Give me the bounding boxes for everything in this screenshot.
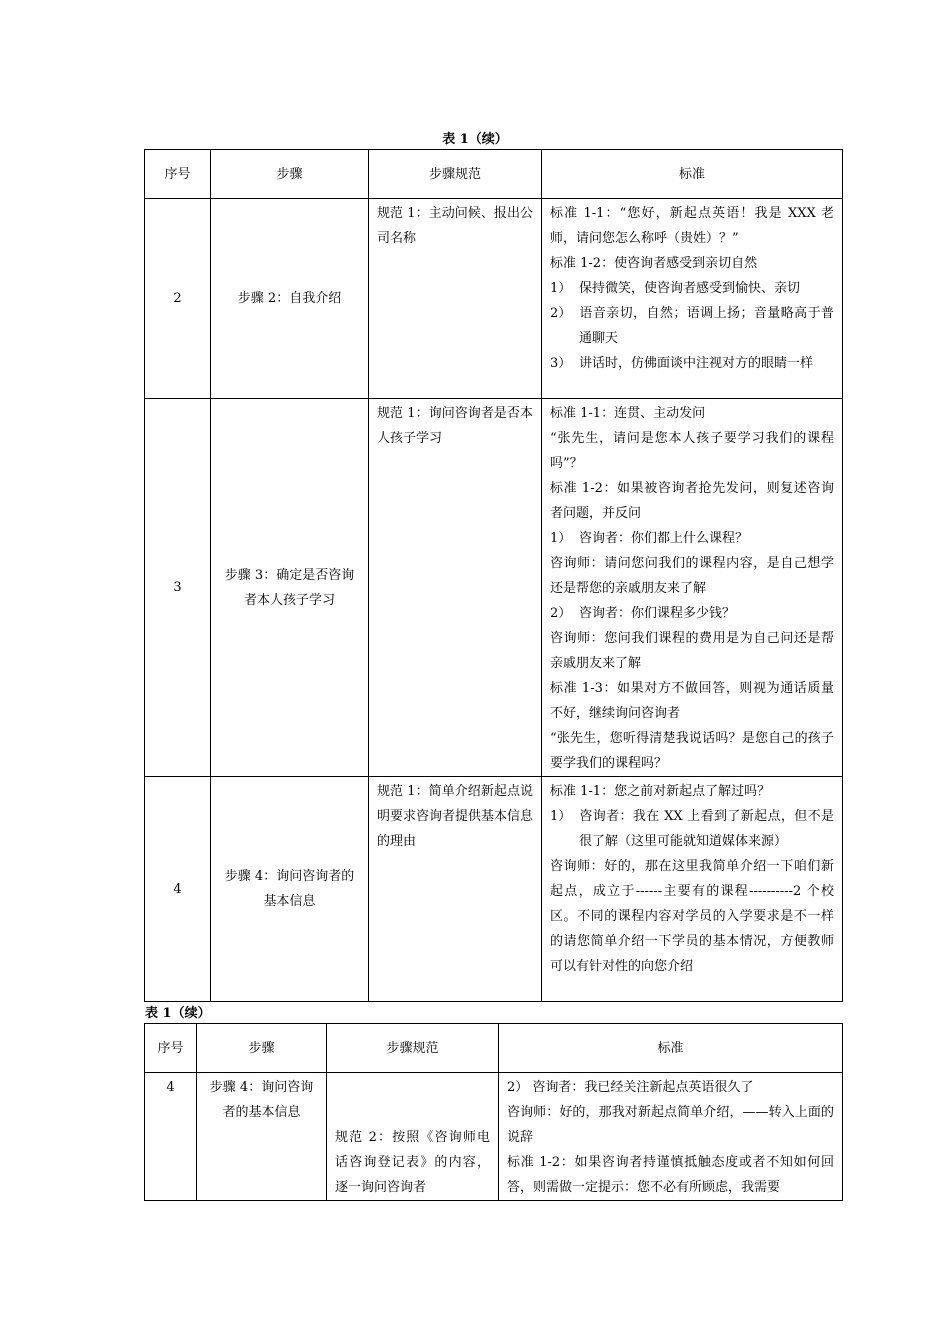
- standard-line: 咨询师：好的，那我对新起点简单介绍，——转入上面的说辞: [507, 1105, 834, 1145]
- table-row: [145, 399, 843, 777]
- header-no: 序号: [145, 150, 211, 199]
- cell-spec-text: 规范 2：按照《咨询师电话咨询登记表》的内容，逐一询问咨询者: [335, 1130, 490, 1195]
- table1: [144, 149, 843, 1002]
- cell-no: 3: [145, 399, 211, 777]
- standard-line: 标准 1-2：如果咨询者持谨慎抵触态度或者不知如何回答，则需做一定提示：您不必有所顾虑，我需要: [507, 1155, 834, 1195]
- list-number: 2）: [550, 606, 572, 621]
- header-spec: 步骤规范: [369, 150, 542, 199]
- cell-spec: 规范 1：简单介绍新起点说明要求咨询者提供基本信息的理由: [369, 777, 542, 1002]
- cell-step: 步骤 3：确定是否咨询者本人孩子学习: [211, 399, 369, 777]
- cell-step: 步骤 4：询问咨询者的基本信息: [197, 1073, 327, 1201]
- cell-no: 2: [145, 199, 211, 399]
- standard-line: [550, 526, 834, 551]
- standard-line: 标准 1-3：如果对方不做回答，则视为通话质量不好，继续询问咨询者: [550, 681, 834, 721]
- standard-line: 标准 1-1：您之前对新起点了解过吗？: [550, 784, 771, 799]
- table-row: [145, 777, 843, 1002]
- list-text: 语音亲切，自然；语调上扬；音量略高于普通聊天: [579, 306, 834, 346]
- list-text: 保持微笑，使咨询者感受到愉快、亲切: [579, 281, 801, 296]
- cell-spec: [327, 1073, 499, 1201]
- header-standard: 标准: [542, 150, 843, 199]
- table-row: [145, 1073, 843, 1201]
- header-standard: 标准: [499, 1024, 843, 1073]
- cell-step: 步骤 4：询问咨询者的基本信息: [211, 777, 369, 1002]
- standard-line: 咨询师：您问我们课程的费用是为自己问还是帮亲戚朋友来了解: [550, 631, 834, 671]
- table2-header-row: [145, 1024, 843, 1073]
- list-number: 1）: [550, 531, 572, 546]
- table1-caption: 表 1（续）: [442, 132, 508, 147]
- cell-standard: [542, 399, 843, 777]
- cell-no: 4: [145, 777, 211, 1002]
- list-text: 咨询者：我在 XX 上看到了新起点，但不是很了解（这里可能就知道媒体来源）: [579, 809, 834, 849]
- table2: [144, 1023, 843, 1201]
- list-number: 3）: [550, 356, 572, 371]
- table2-caption: 表 1（续）: [145, 1006, 211, 1021]
- standard-line: “张先生，您听得清楚我说话吗？是您自己的孩子要学我们的课程吗？: [550, 731, 834, 771]
- header-step: 步骤: [197, 1024, 327, 1073]
- header-step: 步骤: [211, 150, 369, 199]
- standard-line: [550, 276, 834, 301]
- list-text: 讲话时，仿佛面谈中注视对方的眼睛一样: [579, 356, 814, 371]
- table-row: [145, 199, 843, 399]
- standard-line: 咨询师：请问您问我们的课程内容，是自己想学还是帮您的亲戚朋友来了解: [550, 556, 834, 596]
- standard-line: [550, 301, 834, 351]
- list-text: 咨询者：你们课程多少钱？: [579, 606, 736, 621]
- cell-standard: [499, 1073, 843, 1201]
- cell-standard: [542, 777, 843, 1002]
- table1-header-row: [145, 150, 843, 199]
- cell-spec: 规范 1：询问咨询者是否本人孩子学习: [369, 399, 542, 777]
- standard-line: “张先生，请问是您本人孩子要学习我们的课程吗”？: [550, 431, 834, 471]
- header-spec: 步骤规范: [327, 1024, 499, 1073]
- header-no: 序号: [145, 1024, 197, 1073]
- standard-line: 标准 1-2：使咨询者感受到亲切自然: [550, 256, 758, 271]
- standard-line: [550, 351, 834, 376]
- list-text: 咨询者：你们都上什么课程？: [579, 531, 749, 546]
- cell-no: 4: [145, 1073, 197, 1201]
- standard-line: 咨询师：好的，那在这里我简单介绍一下咱们新起点，成立于------主要有的课程----------2 个校区。不同的课程内容对学员的入学要求是不一样的请您简单介绍一下学员的基本情况，方便教师可以有针对性的向您介绍: [550, 859, 834, 974]
- list-number: 1）: [550, 281, 572, 296]
- list-number: 2）: [550, 306, 572, 321]
- standard-line: 标准 1-1：连贯、主动发问: [550, 406, 706, 421]
- standard-line: 标准 1-1：“您好，新起点英语！我是 XXX 老师，请问您怎么称呼（贵姓）？”: [550, 206, 834, 246]
- cell-step: 步骤 2：自我介绍: [211, 199, 369, 399]
- standard-line: 2） 咨询者：我已经关注新起点英语很久了: [507, 1080, 754, 1095]
- standard-line: [550, 601, 834, 626]
- list-number: 1）: [550, 809, 572, 824]
- standard-line: 标准 1-2：如果被咨询者抢先发问，则复述咨询者问题，并反问: [550, 481, 834, 521]
- cell-standard: [542, 199, 843, 399]
- cell-spec: 规范 1：主动问候、报出公司名称: [369, 199, 542, 399]
- standard-line: [550, 804, 834, 854]
